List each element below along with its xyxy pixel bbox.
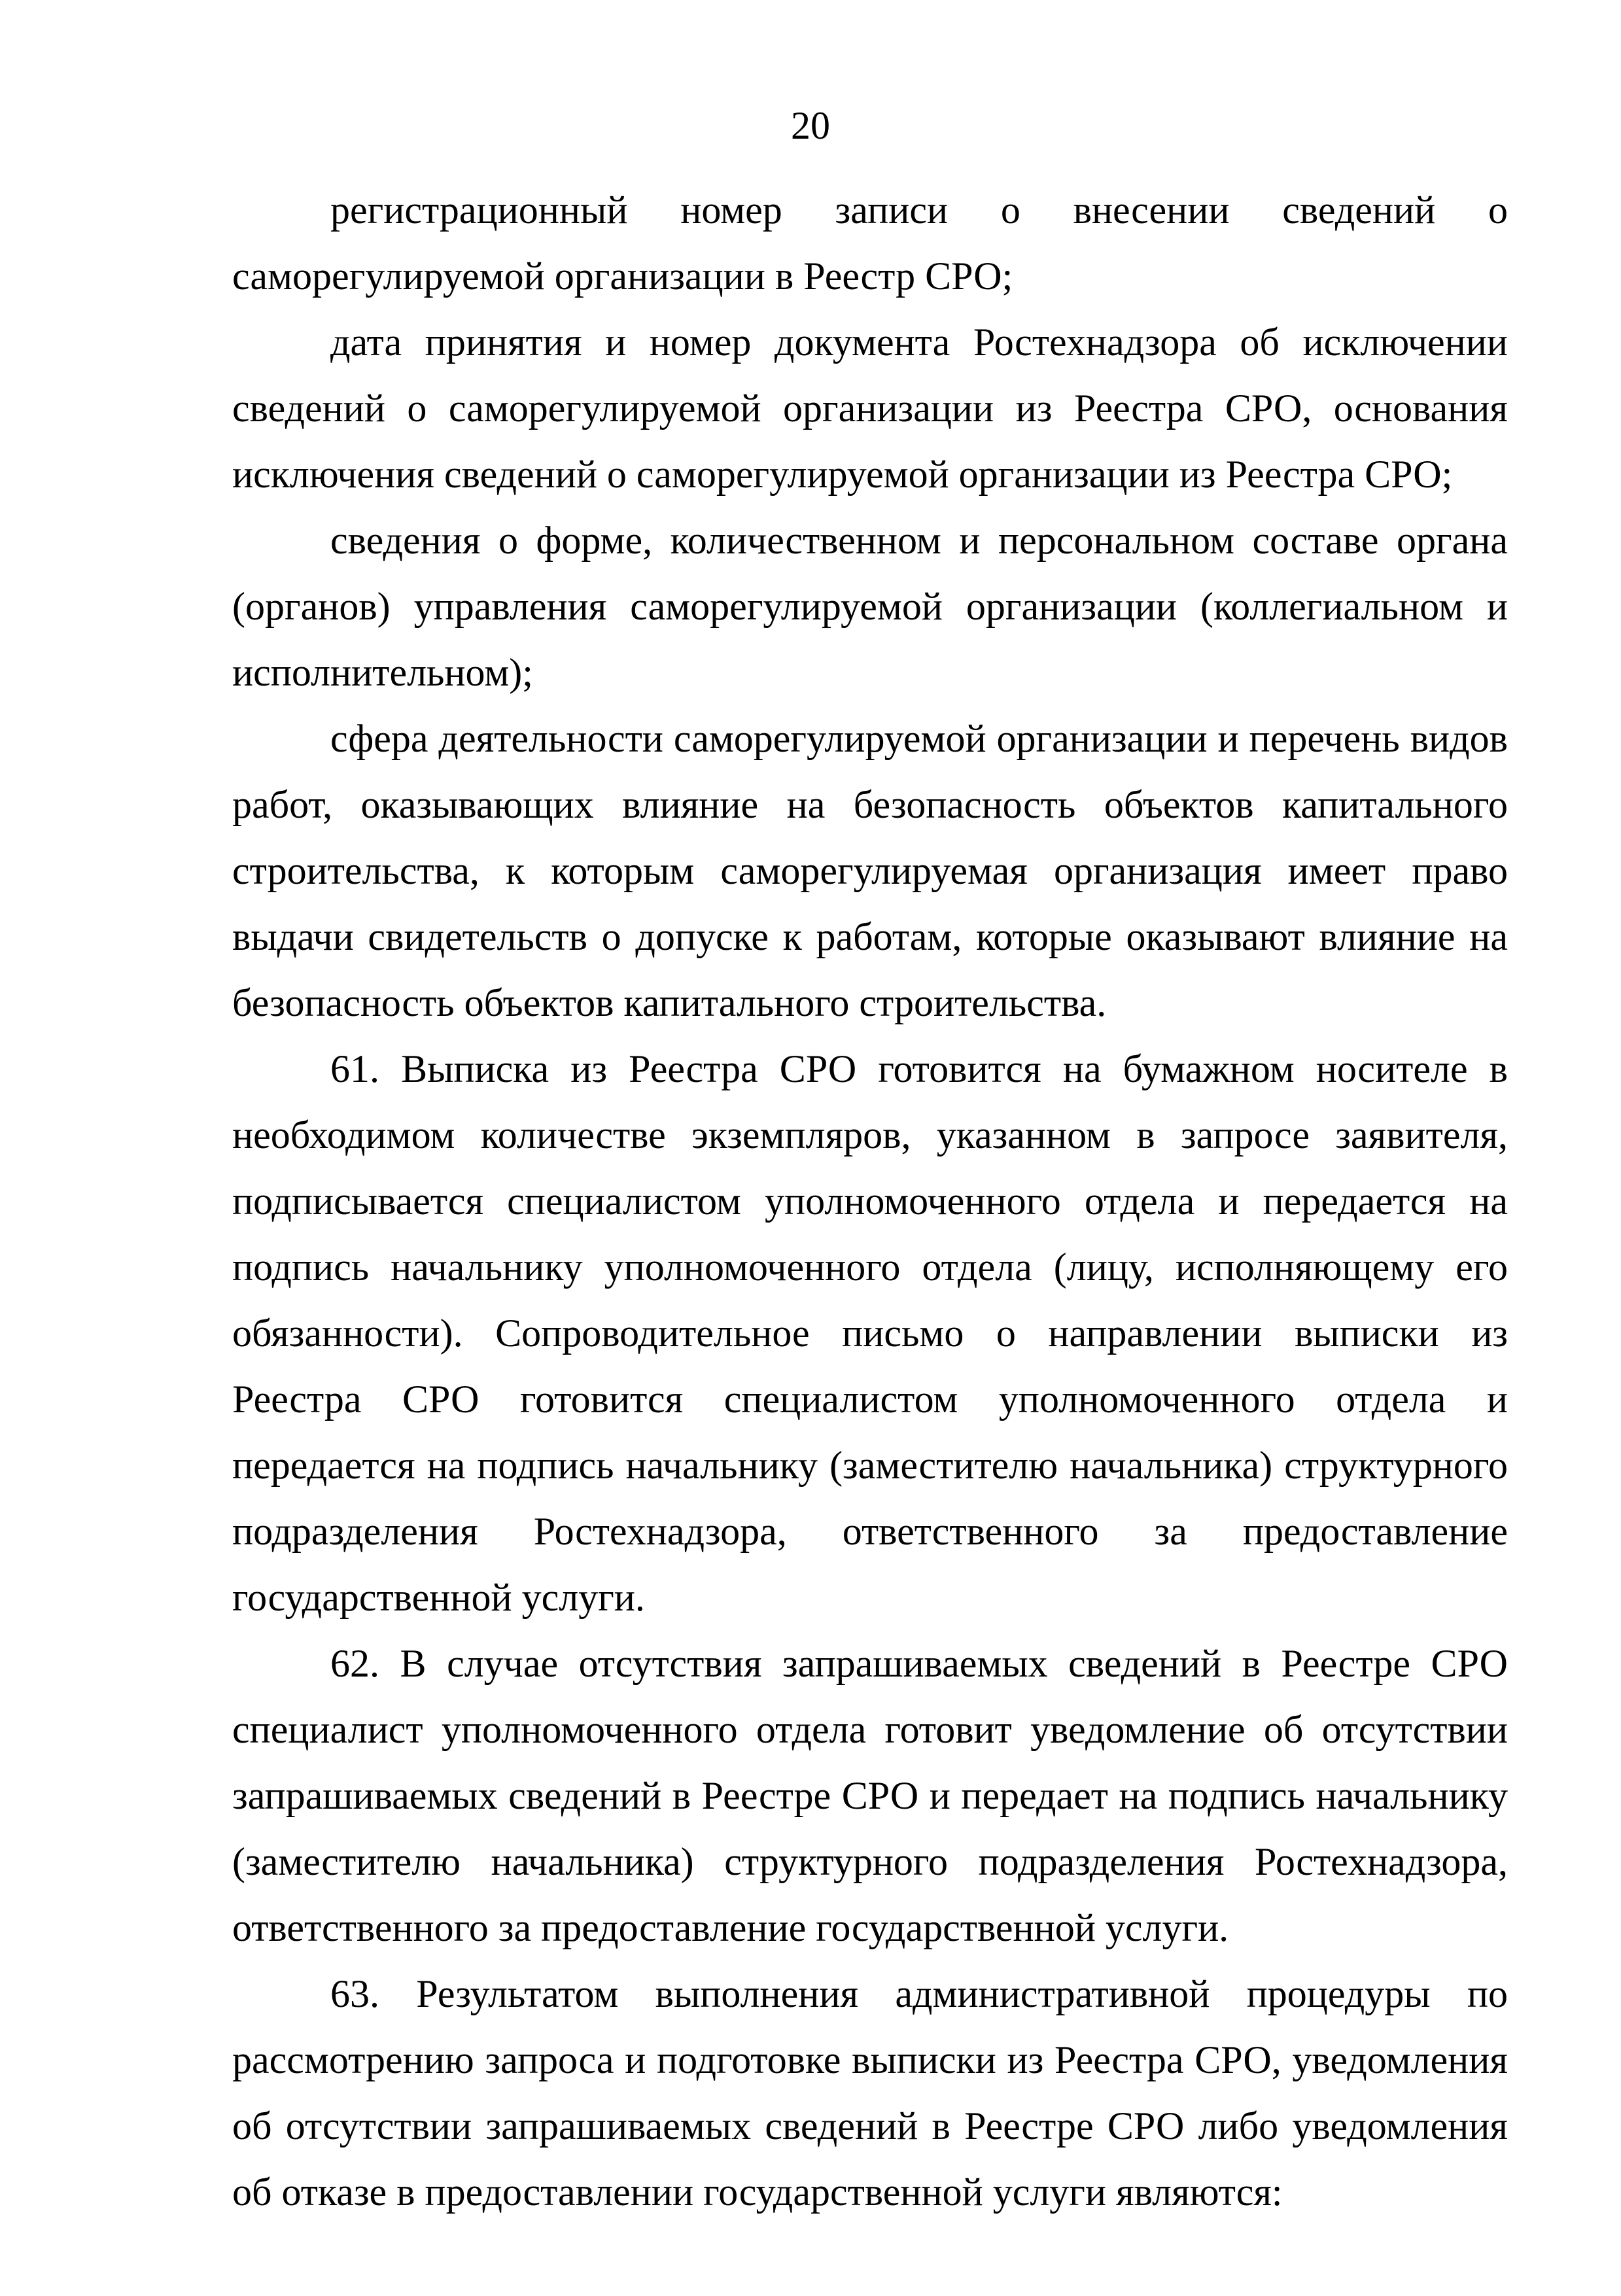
paragraph-clause-63: 63. Результатом выполнения административной процедуры по рассмотрению запроса и подготовке выписки из Реестра СРО, уведомления об отсутствии запрашиваемых сведений в Реестре СРО либо уведомления об отказе в предоставлении государственной услуги являются: [232, 1972, 1508, 2214]
paragraph-exclusion-date: дата принятия и номер документа Ростехнадзора об исключении сведений о саморегулируемой организации из Реестра СРО, основания исключения сведений о саморегулируемой организации из Реестра СРО; [232, 321, 1508, 496]
document-body [232, 177, 1508, 2225]
paragraph-registration-number: регистрационный номер записи о внесении сведений о саморегулируемой организации в Реестр СРО; [232, 188, 1508, 298]
paragraph-management-body: сведения о форме, количественном и персональном составе органа (органов) управления саморегулируемой организации (коллегиальном и исполнительном); [232, 519, 1508, 694]
page-number: 20 [791, 104, 830, 147]
paragraph-clause-61: 61. Выписка из Реестра СРО готовится на бумажном носителе в необходимом количестве экземпляров, указанном в запросе заявителя, подписывается специалистом уполномоченного отдела и передается на подпись начальнику уполномоченного отдела (лицу, исполняющему его обязанности). Сопроводительное письмо о направлении выписки из Реестра СРО готовится специалистом уполномоченного отдела и передается на подпись начальнику (заместителю начальника) структурного подразделения Ростехнадзора, ответственного за предоставление государственной услуги. [232, 1047, 1508, 1619]
paragraph-clause-62: 62. В случае отсутствия запрашиваемых сведений в Реестре СРО специалист уполномоченного отдела готовит уведомление об отсутствии запрашиваемых сведений в Реестре СРО и передает на подпись начальнику (заместителю начальника) структурного подразделения Ростехнадзора, ответственного за предоставление государственной услуги. [232, 1642, 1508, 1949]
paragraph-activity-scope: сфера деятельности саморегулируемой организации и перечень видов работ, оказывающих влияние на безопасность объектов капитального строительства, к которым саморегулируемая организация имеет право выдачи свидетельств о допуске к работам, которые оказывают влияние на безопасность объектов капитального строительства. [232, 717, 1508, 1024]
